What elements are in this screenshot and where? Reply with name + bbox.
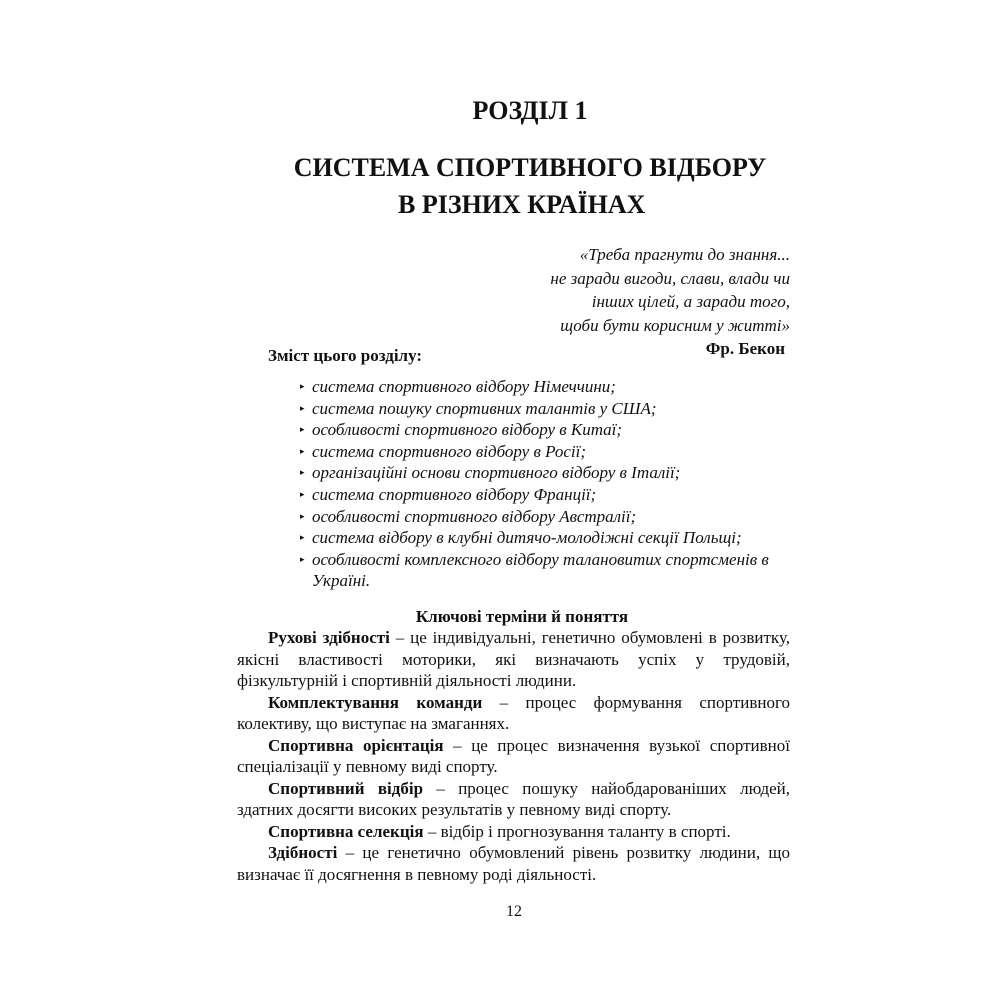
list-item-text: система спортивного відбору Німеччини;	[312, 377, 616, 396]
term-definition: – відбір і прогнозування таланту в спорті.	[423, 821, 731, 841]
list-item-text: система спортивного відбору Франції;	[312, 484, 597, 504]
term-name: Комплектування команди	[268, 692, 483, 712]
list-item	[300, 441, 800, 463]
chapter-title-line-1: СИСТЕМА СПОРТИВНОГО ВІДБОРУ	[293, 153, 767, 182]
term-definition: – це процес визначення вузької спортивної спеціалізації у певному виді спорту.	[237, 735, 791, 776]
term-paragraph	[237, 627, 790, 692]
term-name: Спортивний відбір	[268, 778, 424, 798]
term-name: Здібності	[268, 843, 338, 862]
triangle-bullet-icon: ▸	[300, 467, 305, 478]
term-paragraph	[237, 692, 790, 735]
epigraph-line: «Треба прагнути до знання...	[579, 245, 790, 264]
term-paragraph	[237, 842, 790, 885]
triangle-bullet-icon: ▸	[300, 445, 305, 456]
list-item	[300, 484, 800, 506]
list-item-text: система пошуку спортивних талантів у США;	[312, 398, 657, 418]
term-name: Рухові здібності	[268, 628, 390, 647]
epigraph-line: інших цілей, а заради того,	[591, 292, 790, 311]
list-item-text: особливості комплексного відбору талановитих спортсменів в Україні.	[312, 549, 769, 591]
list-item	[300, 527, 800, 549]
chapter-label: РОЗДІЛ 1	[472, 96, 588, 125]
list-item-text: особливості спортивного відбору Австралії;	[312, 506, 637, 526]
triangle-bullet-icon: ▸	[300, 553, 305, 564]
list-item-text: система відбору в клубні дитячо-молодіжні секції Польщі;	[312, 528, 742, 548]
triangle-bullet-icon: ▸	[300, 532, 305, 543]
list-item-text: особливості спортивного відбору в Китаї;	[312, 420, 623, 440]
list-item-text: організаційні основи спортивного відбору в Італії;	[312, 463, 681, 483]
terms-heading: Ключові терміни й поняття	[415, 607, 629, 626]
epigraph-line: не заради вигоди, слави, влади чи	[550, 268, 790, 288]
contents-heading: Зміст цього розділу:	[268, 346, 423, 365]
list-item	[300, 398, 800, 420]
list-item	[300, 506, 800, 528]
contents-list	[300, 376, 800, 592]
list-item	[300, 462, 800, 484]
list-item	[300, 376, 800, 398]
triangle-bullet-icon: ▸	[300, 402, 305, 413]
epigraph-author: Фр. Бекон	[705, 339, 785, 358]
term-paragraph	[237, 778, 790, 821]
triangle-bullet-icon: ▸	[300, 381, 305, 391]
term-definition: – процес пошуку найобдарованіших людей, здатних досягти високих результатів у певному виді спорту.	[237, 778, 790, 819]
triangle-bullet-icon: ▸	[300, 424, 305, 435]
term-name: Спортивна орієнтація	[268, 735, 444, 755]
list-item-text: система спортивного відбору в Росії;	[312, 441, 587, 461]
epigraph	[370, 243, 790, 361]
triangle-bullet-icon: ▸	[300, 510, 305, 521]
list-item	[300, 549, 800, 592]
term-definition: – це генетично обумовлений рівень розвитку людини, що визначає її досягнення в певному роді діяльності.	[237, 843, 790, 884]
term-paragraph	[237, 735, 790, 778]
term-definition: – це індивідуальні, генетично обумовлені в розвитку, якісні властивості моторики, які визначають успіх у трудовій, фізкультурній і спортивній діяльності людини.	[237, 628, 790, 690]
terms-section	[237, 627, 790, 885]
page-number: 12	[506, 903, 522, 920]
chapter-title-line-2: В РІЗНИХ КРАЇНАХ	[398, 190, 646, 219]
epigraph-line: щоби бути корисним у житті»	[560, 315, 790, 335]
list-item	[300, 419, 800, 441]
term-paragraph	[237, 821, 790, 843]
term-definition: – процес формування спортивного колективу, що виступає на змаганнях.	[237, 692, 790, 733]
term-name: Спортивна селекція	[268, 821, 424, 841]
triangle-bullet-icon: ▸	[300, 488, 305, 499]
